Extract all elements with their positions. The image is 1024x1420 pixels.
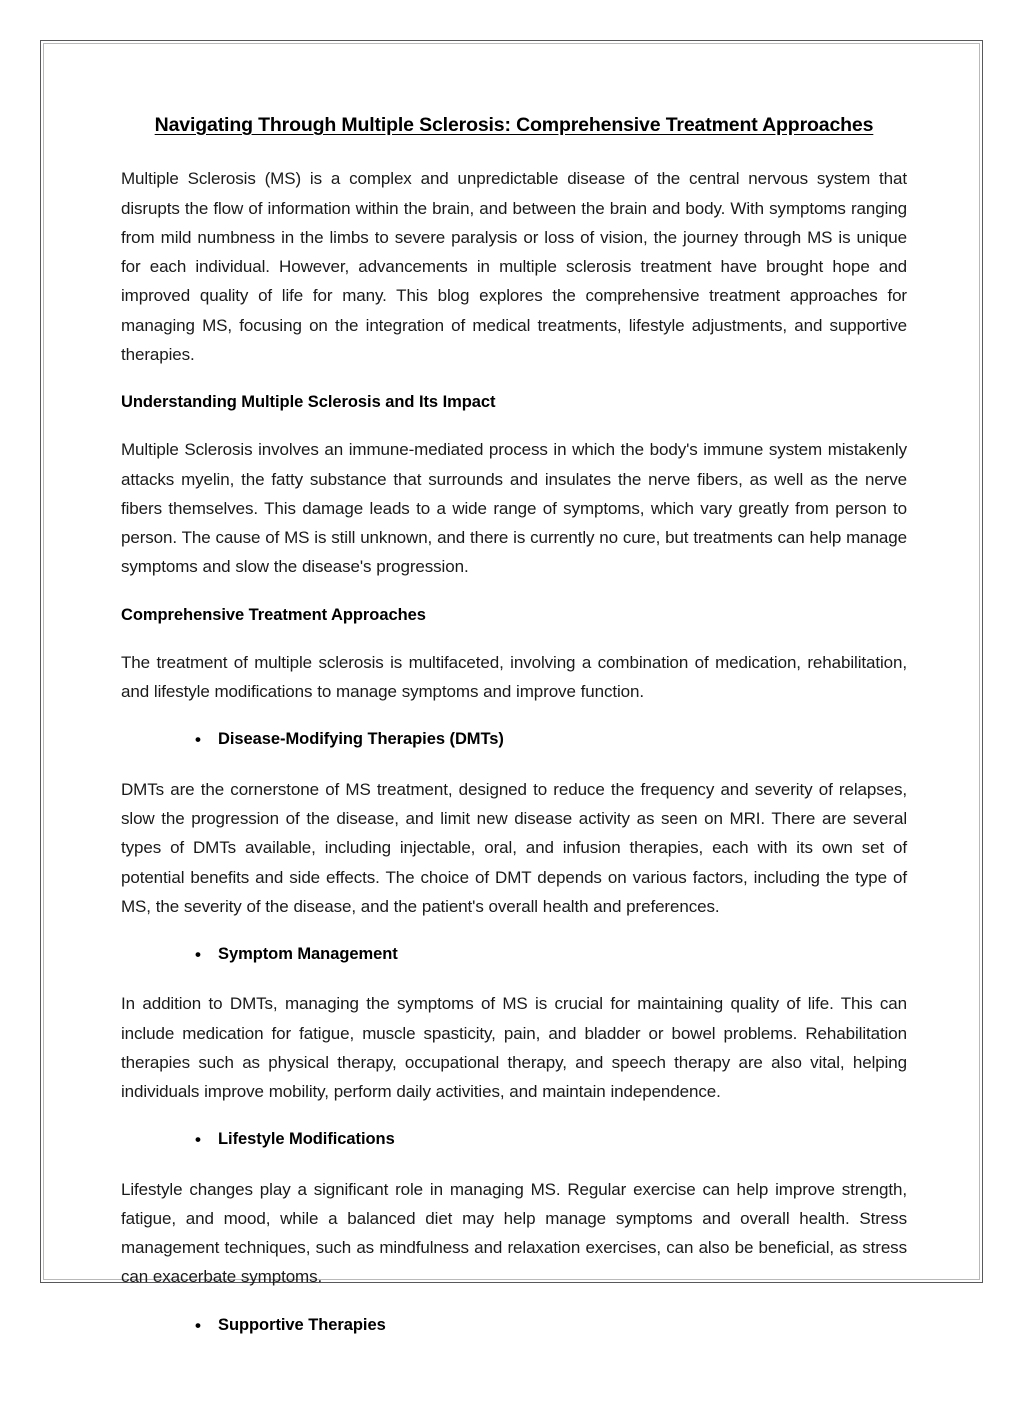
symptom-management-paragraph: In addition to DMTs, managing the symptoms of MS is crucial for maintaining quality of life. This can include medication for fatigue, muscle spasticity, pain, and bladder or bowel problems. Rehabilitation therapies such as physical therapy, occupational therapy, and speech therapy are also vital, helping individuals improve mobility, perform daily activities, and maintain independence. [121, 994, 907, 1102]
lifestyle-modifications-paragraph: Lifestyle changes play a significant role in managing MS. Regular exercise can help improve strength, fatigue, and mood, while a balanced diet may help manage symptoms and overall health. Stress management techniques, such as mindfulness and relaxation exercises, can also be beneficial, as stress can exacerbate symptoms. [121, 1179, 907, 1287]
list-item-label: Symptom Management [218, 945, 398, 963]
bullet-point-icon: • [195, 1130, 201, 1150]
document-body [121, 113, 907, 1420]
bullet-point-icon: • [195, 1315, 201, 1335]
list-item-label: Disease-Modifying Therapies (DMTs) [218, 730, 504, 749]
bullet-lifestyle-modifications [121, 1126, 907, 1152]
bullet-point-icon: • [195, 730, 201, 750]
heading-understanding-ms: Understanding Multiple Sclerosis and Its Impact [121, 393, 496, 412]
page-bottom-spacer [121, 1360, 907, 1420]
understanding-ms-paragraph: Multiple Sclerosis involves an immune-mediated process in which the body's immune system mistakenly attacks myelin, the fatty substance that surrounds and insulates the nerve fibers, as well as the nerve fibers themselves. This damage leads to a wide range of symptoms, which vary greatly from person to person. The cause of MS is still unknown, and there is currently no cure, but treatments can help manage symptoms and slow the disease's progression. [121, 440, 907, 577]
document-blocks [121, 164, 907, 1338]
intro-paragraph: Multiple Sclerosis (MS) is a complex and unpredictable disease of the central nervous system that disrupts the flow of information within the brain, and between the brain and body. With symptoms ranging from mild numbness in the limbs to severe paralysis or loss of vision, the journey through MS is unique for each individual. However, advancements in multiple sclerosis treatment have brought hope and improved quality of life for many. This blog explores the comprehensive treatment approaches for managing MS, focusing on the integration of medical treatments, lifestyle adjustments, and supportive therapies. [121, 169, 907, 364]
bullet-symptom-management [121, 941, 907, 967]
treatment-overview-paragraph: The treatment of multiple sclerosis is multifaceted, involving a combination of medication, rehabilitation, and lifestyle modifications to manage symptoms and improve function. [121, 652, 907, 702]
heading-comprehensive-treatment-approaches: Comprehensive Treatment Approaches [121, 605, 426, 624]
page-border-frame [40, 40, 983, 1335]
list-item-label: Lifestyle Modifications [218, 1130, 395, 1149]
bullet-disease-modifying-therapies [121, 726, 907, 752]
page-title: Navigating Through Multiple Sclerosis: Comprehensive Treatment Approaches [154, 114, 874, 136]
bullet-point-icon: • [195, 945, 201, 964]
dmts-paragraph: DMTs are the cornerstone of MS treatment, designed to reduce the frequency and severity of relapses, slow the progression of the disease, and limit new disease activity as seen on MRI. There are several types of DMTs available, including injectable, oral, and infusion therapies, each with its own set of potential benefits and side effects. The choice of DMT depends on various factors, including the type of MS, the severity of the disease, and the patient's overall health and preferences. [121, 779, 907, 916]
list-item-label: Supportive Therapies [218, 1315, 386, 1334]
